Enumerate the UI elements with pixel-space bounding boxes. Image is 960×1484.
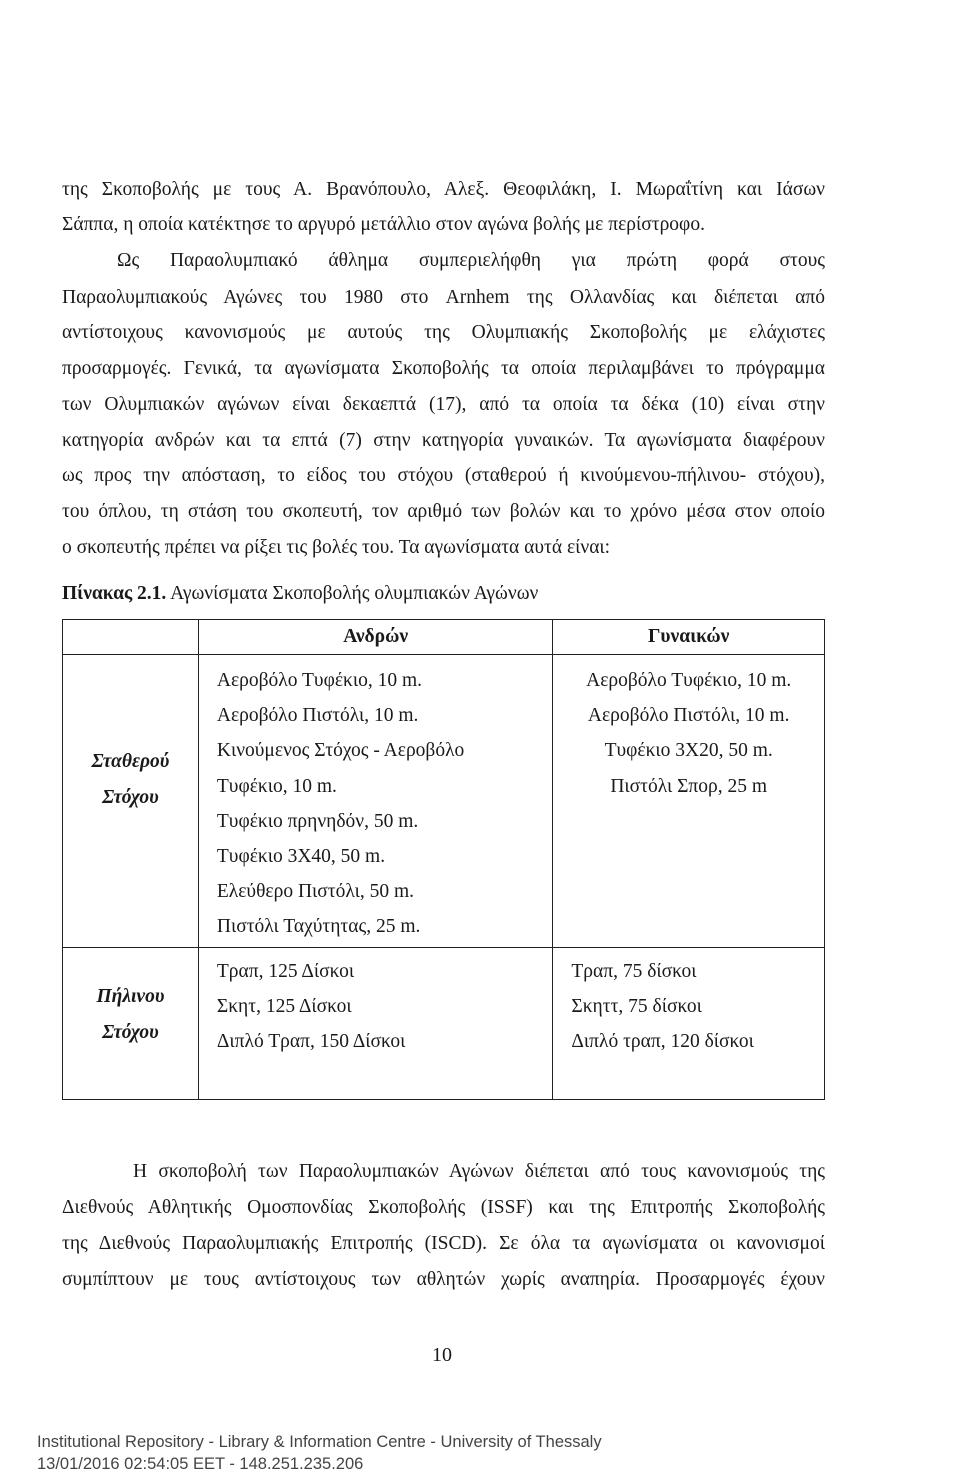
row-label-line: Πήλινου xyxy=(96,986,165,1008)
body-text-line: των Ολυμπιακών αγώνων είναι δεκαεπτά (17), από τα οποία τα δέκα (10) είναι στην xyxy=(62,394,825,415)
table-caption xyxy=(62,582,538,606)
row-label-fixed-target xyxy=(63,655,199,948)
body-text-line: Σάππα, η οποία κατέκτησε το αργυρό μετάλλιο στον αγώνα βολής με περίστροφο. xyxy=(62,214,705,235)
body-text-line: Η σκοποβολή των Παραολυμπιακών Αγώνων διέπεται από τους κανονισμούς της xyxy=(133,1161,825,1182)
list-item: Τυφέκιο 3X40, 50 m. xyxy=(216,846,386,868)
footer-repository: Institutional Repository - Library & Information Centre - University of Thessaly xyxy=(37,1433,602,1451)
list-item: Πιστόλι Σπορ, 25 m xyxy=(610,775,768,797)
list-item: Σκηττ, 75 δίσκοι xyxy=(571,995,702,1017)
list-item: Τραπ, 125 Δίσκοι xyxy=(216,960,355,982)
footer-timestamp: 13/01/2016 02:54:05 EET - 148.251.235.206 xyxy=(37,1455,364,1473)
row-label-line: Στόχου xyxy=(102,786,159,808)
women-events-clay-target xyxy=(553,947,825,1100)
list-item: Τραπ, 75 δίσκοι xyxy=(571,960,697,982)
list-item: Τυφέκιο 3X20, 50 m. xyxy=(604,740,773,762)
list-item: Ελεύθερο Πιστόλι, 50 m. xyxy=(216,881,415,903)
list-item: Διπλό Τραπ, 150 Δίσκοι xyxy=(216,1031,406,1053)
body-text-line: ως προς την απόσταση, το είδος του στόχου (σταθερού ή κινούμενου-πήλινου- στόχου), xyxy=(62,465,825,486)
men-events-fixed-target xyxy=(198,655,553,948)
table-header-men: Ανδρών xyxy=(198,620,553,655)
body-text-line: Διεθνούς Αθλητικής Ομοσπονδίας Σκοποβολής (ISSF) και της Επιτροπής Σκοποβολής xyxy=(62,1197,825,1218)
body-text-line: συμπίπτουν με τους αντίστοιχους των αθλητών χωρίς αναπηρία. Προσαρμογές έχουν xyxy=(62,1269,825,1290)
table-header-row xyxy=(63,620,825,655)
body-text-line: ο σκοπευτής πρέπει να ρίξει τις βολές του. Τα αγωνίσματα αυτά είναι: xyxy=(62,537,611,558)
list-item: Αεροβόλο Πιστόλι, 10 m. xyxy=(216,705,419,727)
body-text-line: της Σκοποβολής με τους Α. Βρανόπουλο, Αλεξ. Θεοφιλάκη, Ι. Μωραΐτίνη και Ιάσων xyxy=(62,179,825,200)
list-item: Πιστόλι Ταχύτητας, 25 m. xyxy=(216,916,421,938)
list-item: Διπλό τραπ, 120 δίσκοι xyxy=(571,1031,754,1053)
body-text-line: προσαρμογές. Γενικά, τα αγωνίσματα Σκοποβολής τα οποία περιλαμβάνει το πρόγραμμα xyxy=(62,358,825,379)
body-text-line: Παραολυμπιακούς Αγώνες του 1980 στο Arnhem της Ολλανδίας και διέπεται από xyxy=(62,287,825,308)
page-number: 10 xyxy=(432,1344,452,1366)
row-label-line: Σταθερού xyxy=(91,750,170,772)
body-text-line: κατηγορία ανδρών και τα επτά (7) στην κατηγορία γυναικών. Τα αγωνίσματα διαφέρουν xyxy=(62,430,825,451)
list-item: Τυφέκιο, 10 m. xyxy=(216,775,337,797)
list-item: Αεροβόλο Τυφέκιο, 10 m. xyxy=(216,670,423,691)
body-text-line: αντίστοιχους κανονισμούς με αυτούς της Ολυμπιακής Σκοποβολής με ελάχιστες xyxy=(62,322,825,343)
table-row xyxy=(63,947,825,1100)
row-label-line: Στόχου xyxy=(102,1022,159,1044)
table-row xyxy=(63,655,825,948)
body-text-line: Ως Παραολυμπιακό άθλημα συμπεριελήφθη για πρώτη φορά στους xyxy=(117,250,825,271)
table-header-women: Γυναικών xyxy=(553,620,825,655)
list-item: Κινούμενος Στόχος - Αεροβόλο xyxy=(216,740,465,762)
table-header-empty xyxy=(63,620,199,655)
list-item: Τυφέκιο πρηνηδόν, 50 m. xyxy=(216,810,419,832)
events-table xyxy=(62,619,825,1100)
body-text-line: του όπλου, τη στάση του σκοπευτή, τον αριθμό των βολών και το χρόνο μέσα στον οποίο xyxy=(62,501,825,522)
list-item: Σκητ, 125 Δίσκοι xyxy=(216,995,352,1017)
table-caption-text: Αγωνίσματα Σκοποβολής ολυμπιακών Αγώνων xyxy=(166,583,539,604)
women-events-fixed-target xyxy=(553,655,825,948)
men-events-clay-target xyxy=(198,947,553,1100)
body-text-line: της Διεθνούς Παραολυμπιακής Επιτροπής (ISCD). Σε όλα τα αγωνίσματα οι κανονισμοί xyxy=(62,1233,825,1254)
table-caption-label: Πίνακας 2.1. xyxy=(62,583,167,604)
list-item: Αεροβόλο Τυφέκιο, 10 m. xyxy=(586,670,792,691)
row-label-clay-target xyxy=(63,947,199,1100)
list-item: Αεροβόλο Πιστόλι, 10 m. xyxy=(587,705,790,727)
